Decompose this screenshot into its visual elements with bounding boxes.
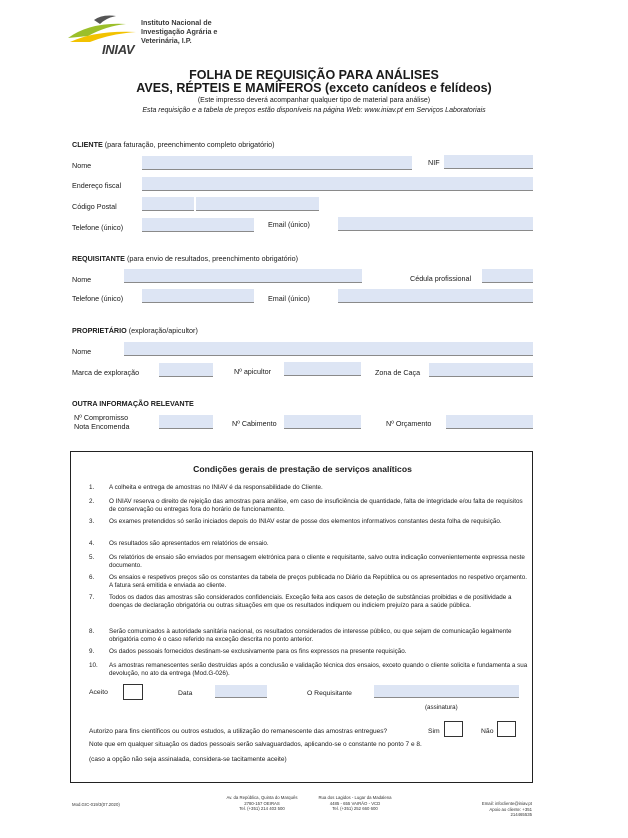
- proprietario-nome-field[interactable]: [124, 342, 533, 356]
- cliente-email-label: Email (único): [268, 220, 310, 229]
- outra-orcamento-label: Nº Orçamento: [386, 419, 432, 428]
- data-label: Data: [178, 690, 193, 697]
- proprietario-marca-label: Marca de exploração: [72, 368, 140, 377]
- caso-text: (caso a opção não seja assinalada, considera-se tacitamente aceite): [89, 756, 287, 763]
- nota-text: Note que em qualquer situação os dados pessoais serão salvaguardados, aplicando-se o constante no ponto 7 e 8.: [89, 741, 422, 748]
- proprietario-nome-label: Nome: [72, 347, 92, 356]
- requisitante-email-label: Email (único): [268, 294, 310, 303]
- requisitante-nome-field[interactable]: [124, 269, 362, 283]
- outra-heading: OUTRA INFORMAÇÃO RELEVANTE: [72, 399, 194, 408]
- requisitante-email-field[interactable]: [338, 289, 533, 303]
- signature-field[interactable]: [374, 685, 519, 698]
- requisitante-nome-label: Nome: [72, 275, 92, 284]
- autorizo-question: Autorizo para fins científicos ou outros estudos, a utilização do remanescente das amostras entregues?: [89, 728, 388, 735]
- aceito-checkbox[interactable]: [123, 684, 143, 700]
- requisitante-telefone-field[interactable]: [142, 289, 254, 303]
- cliente-endereco-field[interactable]: [142, 177, 533, 191]
- proprietario-zona-field[interactable]: [429, 363, 533, 377]
- institute-name: Instituto Nacional de Investigação Agrária e Veterinária, I.P.: [141, 18, 218, 45]
- outra-cabimento-label: Nº Cabimento: [232, 419, 277, 428]
- outra-cabimento-field[interactable]: [284, 415, 361, 429]
- cliente-codigo-postal-label: Código Postal: [72, 202, 117, 211]
- conditions-box: Condições gerais de prestação de serviços analíticos 1. A colheita e entrega de amostras no INIAV é da responsabilidade do Cliente. 2. O INIAV reserva o direito de rejeição das amostras para análise, em caso de insuficiência de quantidade, falta de integridade e/ou falta de requisitos de conservação ou entregas fora do horário de funcionamento. 3. Os exames pretendidos só serão iniciados depois do INIAV estar de posse dos elementos informativos constantes desta folha de requisição. 4. Os resultados são apresentados em relatórios de ensaio. 5. Os relatórios de ensaio são enviados por mensagem eletrónica para o cliente e requisitante, salvo outra indicação convenientemente expressa neste documento. 6. Os ensaios e respetivos preços são os constantes da tabela de preços publicada no Diário da República ou os apresentados no respetivo orçamento. A fatura será emitida e enviada ao cliente. 7. Todos os dados das amostras são considerados confidenciais. Exceção feita aos casos de deteção de substâncias proibidas e de positividade a doenças de declaração obrigatória ou outras situações em que os resultados indiquem ou indiciem prejuízo para a saúde pública. 8. Serão comunicados à autoridade sanitária nacional, os resultados considerados de interesse público, ou que sejam de comunicação legalmente obrigatória como é o caso referido na exceção descrita no ponto anterior. 9. Os dados pessoais fornecidos destinam-se exclusivamente para os fins expressos na presente requisição. 10. As amostras remanescentes serão destruídas após a conclusão e validação técnica dos ensaios, exceto quando o cliente solicita e fundamenta a sua devolução, no ato da entrega (Mod.G-026). Aceito Data O Requisitante (assinatura) Autorizo para fins científicos ou outros estudos, a utilização do remanescente das amostras entregues? Sim Não Note que em qualquer situação os dados pessoais serão salvaguardados, aplicando-se o constante no ponto 7 e 8. (caso a opção não seja assinalada, considera-se tacitamente aceite): [70, 451, 533, 783]
- assinatura-label: (assinatura): [425, 704, 458, 711]
- form-subtitle: AVES, RÉPTEIS E MAMÍFEROS (exceto canídeos e felídeos): [136, 81, 492, 95]
- requisitante-cedula-label: Cédula profissional: [410, 274, 472, 283]
- nao-label: Não: [481, 728, 494, 735]
- sim-checkbox[interactable]: [444, 721, 463, 737]
- cliente-codigo-postal-field[interactable]: [142, 197, 194, 211]
- outra-orcamento-field[interactable]: [446, 415, 533, 429]
- conditions-title: Condições gerais de prestação de serviços analíticos: [193, 464, 412, 474]
- outra-compromisso-label: Nº Compromisso Nota Encomenda: [74, 413, 130, 431]
- requisitante-sign-label: O Requisitante: [307, 690, 352, 697]
- form-title: FOLHA DE REQUISIÇÃO PARA ANÁLISES: [189, 68, 439, 82]
- requisitante-telefone-label: Telefone (único): [72, 294, 124, 303]
- form-instruction: (Este impresso deverá acompanhar qualquer tipo de material para análise): [197, 97, 431, 104]
- cliente-endereco-label: Endereço fiscal: [72, 181, 122, 190]
- cliente-nif-label: NIF: [428, 158, 440, 167]
- outra-compromisso-field[interactable]: [159, 415, 213, 429]
- cliente-localidade-field[interactable]: [196, 197, 319, 211]
- proprietario-zona-label: Zona de Caça: [375, 368, 421, 377]
- cliente-heading: CLIENTE (para faturação, preenchimento completo obrigatório): [72, 140, 275, 149]
- cliente-telefone-label: Telefone (único): [72, 223, 124, 232]
- footer-contact: Email: infocliente@iniav.pt Apoio ao cliente: +351 214465535: [481, 801, 532, 818]
- proprietario-apicultor-label: Nº apicultor: [234, 367, 271, 376]
- cliente-nif-field[interactable]: [444, 155, 533, 169]
- requisitante-heading: REQUISITANTE (para envio de resultados, preenchimento obrigatório): [72, 254, 298, 263]
- sim-label: Sim: [428, 728, 440, 735]
- logo-brand: INIAV: [102, 42, 135, 57]
- form-model-code: Mod.GIC-019/3(07.2020): [72, 802, 120, 807]
- data-field[interactable]: [215, 685, 267, 698]
- cliente-telefone-field[interactable]: [142, 218, 254, 232]
- cliente-nome-field[interactable]: [142, 156, 412, 170]
- nao-checkbox[interactable]: [497, 721, 516, 737]
- iniav-logo: [66, 14, 246, 58]
- requisitante-cedula-field[interactable]: [482, 269, 533, 283]
- footer-address-oeiras: Av. da República, Quinta do Marquês 2780-157 OEIRAS Tel. (+351) 214 403 500: [226, 795, 298, 812]
- proprietario-apicultor-field[interactable]: [284, 362, 361, 376]
- proprietario-heading: PROPRIETÁRIO (exploração/apicultor): [72, 326, 198, 335]
- proprietario-marca-field[interactable]: [159, 363, 213, 377]
- aceito-label: Aceito: [89, 689, 108, 696]
- cliente-nome-label: Nome: [72, 161, 92, 170]
- form-web-note: Esta requisição e a tabela de preços estão disponíveis na página Web: www.iniav.pt em Serviços Laboratoriais: [142, 107, 486, 114]
- cliente-email-field[interactable]: [338, 217, 533, 231]
- footer-address-vairao: Rua dos Lagidos - Lugar da Madalena 4485 - 655 VAIRÃO - VCD Tel. (+351) 252 660 600: [318, 795, 392, 812]
